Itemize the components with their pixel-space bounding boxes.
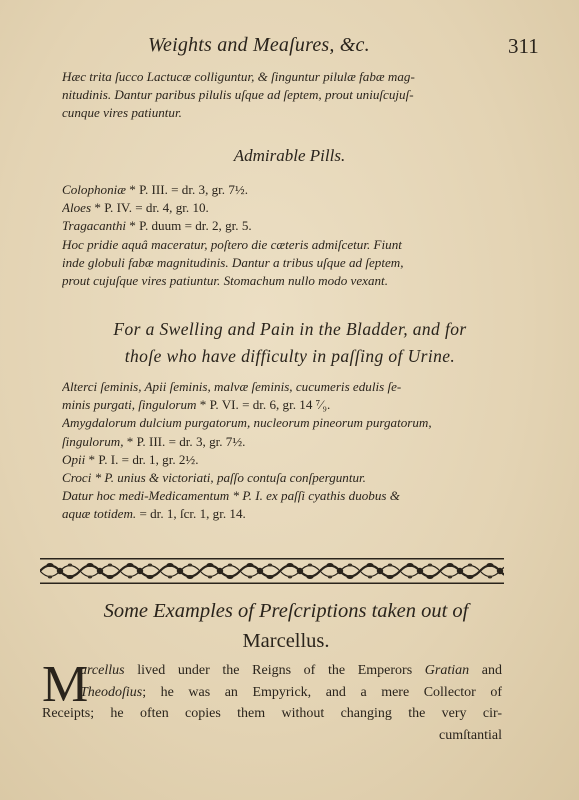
ingredient-dose: * P. III. = dr. 3, gr. 7½. bbox=[126, 182, 248, 197]
intro-paragraph bbox=[62, 68, 506, 123]
recipe-line-dose: = dr. 1, ſcr. 1, gr. 14. bbox=[136, 506, 246, 522]
ingredient-name: Aloes bbox=[62, 200, 92, 216]
examples-heading-line: Marcellus. bbox=[242, 630, 330, 652]
body-segment: and bbox=[469, 663, 502, 678]
recipe-line-italic: Croci * P. unius & victoriati, paſſo contuſa conſperguntur. bbox=[62, 470, 366, 486]
bladder-heading-line: thoſe who have difficulty in paſſing of Urine. bbox=[124, 346, 456, 366]
recipe-line-italic: aquæ totidem. bbox=[62, 506, 137, 522]
bladder-heading bbox=[40, 316, 540, 370]
ingredient-name: Colophoniæ bbox=[62, 182, 127, 197]
body-segment: arcellus bbox=[80, 663, 125, 678]
examples-heading-line: Some Examples of Preſcriptions taken out of bbox=[103, 600, 469, 622]
ornamental-border bbox=[40, 556, 504, 586]
recipe-line-dose: * P. III. = dr. 3, gr. 7½. bbox=[123, 433, 246, 449]
body-line bbox=[42, 703, 502, 725]
recipe-line-italic: Alterci ſeminis, Apii ſeminis, malvæ ſeminis, cucumeris edulis ſe- bbox=[62, 379, 402, 394]
running-title: Weights and Meaſures, &c. bbox=[148, 34, 370, 56]
instruction-line: inde globuli fabæ magnitudinis. Dantur a tribus uſque ad ſeptem, bbox=[62, 254, 404, 270]
intro-line: Hæc trita ſucco Lactucæ colliguntur, & ſinguntur pilulæ fabæ mag- bbox=[62, 69, 415, 84]
recipe-line bbox=[62, 414, 506, 432]
recipe-line bbox=[62, 487, 506, 505]
recipe-line bbox=[62, 396, 506, 414]
ingredient-line bbox=[62, 181, 506, 199]
recipe-line-italic: ſingulorum, bbox=[62, 433, 124, 449]
recipe-line-italic: Amygdalorum dulcium purgatorum, nucleorum pineorum purgatorum, bbox=[62, 415, 432, 431]
intro-line: cunque vires patiuntur. bbox=[62, 105, 182, 121]
examples-heading bbox=[30, 596, 542, 656]
drop-cap: M bbox=[42, 656, 89, 713]
recipe-line bbox=[62, 378, 506, 396]
body-line bbox=[42, 660, 502, 682]
recipe-line bbox=[62, 505, 506, 523]
recipe-line bbox=[62, 469, 506, 487]
admirable-pills-recipe bbox=[62, 181, 506, 290]
recipe-line-italic: Datur hoc medi-Medicamentum * P. I. ex paſſi cyathis duobus & bbox=[62, 488, 400, 504]
body-segment: Theodoſius bbox=[80, 684, 143, 700]
recipe-line bbox=[62, 433, 506, 451]
recipe-line bbox=[62, 451, 506, 469]
admirable-pills-heading: Admirable Pills. bbox=[233, 146, 346, 165]
catchword: cumſtantial bbox=[439, 727, 502, 743]
instruction-line: prout cujuſque vires patiuntur. Stomachum nullo modo vexant. bbox=[62, 273, 388, 289]
page-number: 311 bbox=[508, 34, 539, 58]
recipe-line-italic: minis purgati, ſingulorum bbox=[62, 397, 197, 413]
recipe-line-dose: * P. VI. = dr. 6, gr. 14 ⁷⁄₉. bbox=[196, 397, 331, 413]
ingredient-dose: * P. IV. = dr. 4, gr. 10. bbox=[91, 200, 209, 216]
intro-line: nitudinis. Dantur paribus pilulis uſque ad ſeptem, prout uniuſcujuſ- bbox=[62, 87, 414, 103]
bladder-heading-line: For a Swelling and Pain in the Bladder, and for bbox=[113, 319, 467, 339]
ingredient-name: Tragacanthi bbox=[62, 218, 127, 234]
body-segment: Receipts; he often copies them without changing the very cir- bbox=[42, 706, 502, 721]
ingredient-dose: * P. duum = dr. 2, gr. 5. bbox=[126, 218, 252, 234]
page-header bbox=[0, 34, 579, 64]
bladder-recipe bbox=[62, 378, 506, 524]
body-line bbox=[42, 682, 502, 704]
body-segment: ; he was an Empyrick, and a mere Collector of bbox=[142, 684, 502, 700]
recipe-line-dose: * P. I. = dr. 1, gr. 2½. bbox=[85, 451, 199, 467]
body-segment: Gratian bbox=[424, 663, 470, 678]
ingredient-line bbox=[62, 199, 506, 217]
examples-body bbox=[42, 656, 502, 746]
instruction-line: Hoc pridie aquâ maceratur, poſtero die cæteris admiſcetur. Fiunt bbox=[62, 236, 402, 252]
body-segment: lived under the Reigns of the Emperors bbox=[124, 663, 425, 678]
recipe-line-italic: Opii bbox=[62, 451, 86, 467]
ingredient-line bbox=[62, 217, 506, 235]
